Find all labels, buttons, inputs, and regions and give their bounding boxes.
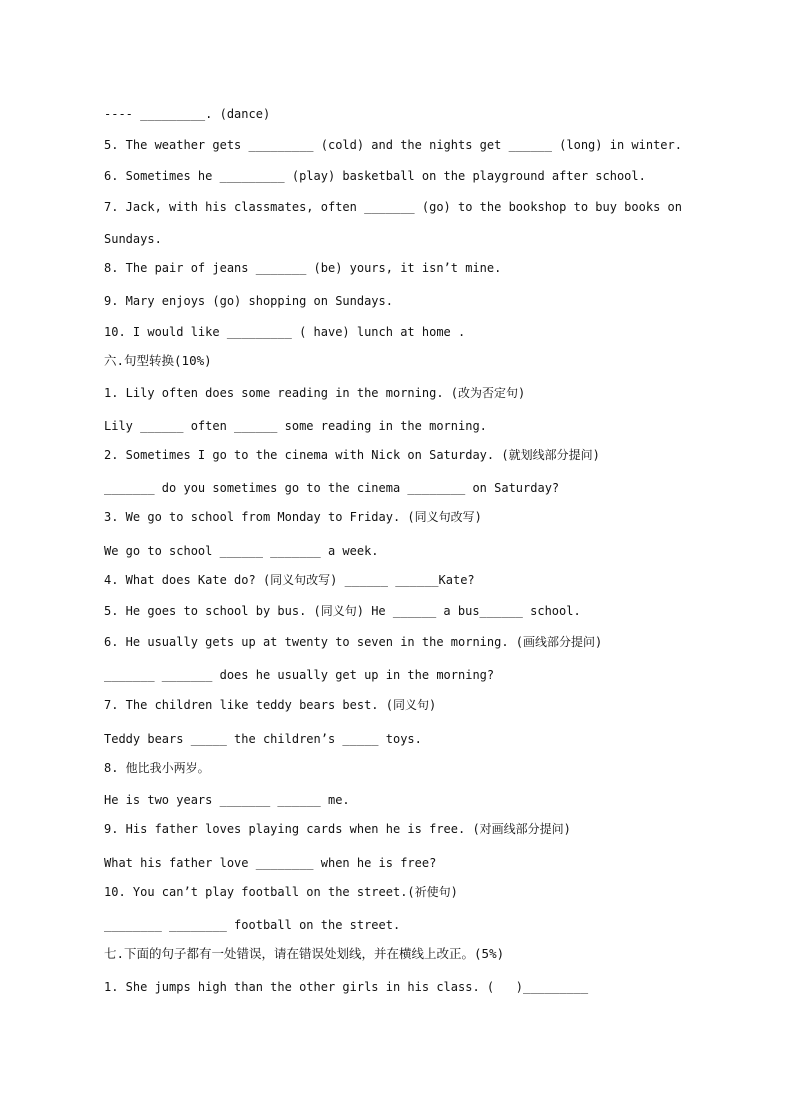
transform-item-2-question: 2. Sometimes I go to the cinema with Nick on Saturday. (就划线部分提问)	[104, 448, 600, 462]
transform-item-5: 5. He goes to school by bus. (同义句) He ______ a bus______ school.	[104, 604, 581, 618]
exercise-item-5-weather: 5. The weather gets _________ (cold) and the nights get ______ (long) in winter.	[104, 138, 682, 152]
exercise-item-7-go: 7. Jack, with his classmates, often _______ (go) to the bookshop to buy books on	[104, 200, 682, 214]
transform-item-3-answer: We go to school ______ _______ a week.	[104, 544, 379, 558]
transform-item-6-question: 6. He usually gets up at twenty to seven in the morning. (画线部分提问)	[104, 635, 603, 649]
section-six-heading: 六.句型转换(10%)	[104, 353, 212, 368]
exercise-item-10-have: 10. I would like _________ ( have) lunch at home .	[104, 325, 466, 339]
transform-item-1-answer: Lily ______ often ______ some reading in the morning.	[104, 419, 487, 433]
section-seven-heading: 七.下面的句子都有一处错误，请在错误处划线，并在横线上改正。(5%)	[104, 946, 505, 961]
transform-item-4: 4. What does Kate do? (同义句改写) ______ ______Kate?	[104, 573, 475, 587]
exercise-item-7-continued: Sundays.	[104, 232, 162, 246]
exercise-item-6-play: 6. Sometimes he _________ (play) basketball on the playground after school.	[104, 169, 646, 183]
transform-item-9-question: 9. His father loves playing cards when he is free. (对画线部分提问)	[104, 822, 571, 836]
correction-item-1: 1. She jumps high than the other girls in his class. ( )_________	[104, 980, 589, 994]
transform-item-8-answer: He is two years _______ ______ me.	[104, 793, 350, 807]
transform-item-10-answer: ________ ________ football on the street.	[104, 918, 401, 932]
transform-item-8-question: 8. 他比我小两岁。	[104, 761, 210, 775]
exercise-item-8-be: 8. The pair of jeans _______ (be) yours, it isn’t mine.	[104, 261, 502, 275]
transform-item-1-question: 1. Lily often does some reading in the morning. (改为否定句)	[104, 386, 526, 400]
transform-item-7-question: 7. The children like teddy bears best. (同义句)	[104, 698, 437, 712]
transform-item-3-question: 3. We go to school from Monday to Friday. (同义句改写)	[104, 510, 482, 524]
transform-item-2-answer: _______ do you sometimes go to the cinema ________ on Saturday?	[104, 481, 560, 495]
exercise-item-9-go: 9. Mary enjoys (go) shopping on Sundays.	[104, 294, 393, 308]
transform-item-6-answer: _______ _______ does he usually get up in the morning?	[104, 668, 495, 682]
answer-line-dance: ---- _________. (dance)	[104, 107, 271, 121]
transform-item-9-answer: What his father love ________ when he is free?	[104, 856, 437, 870]
transform-item-10-question: 10. You can’t play football on the street.(祈使句)	[104, 885, 458, 899]
transform-item-7-answer: Teddy bears _____ the children’s _____ toys.	[104, 732, 422, 746]
